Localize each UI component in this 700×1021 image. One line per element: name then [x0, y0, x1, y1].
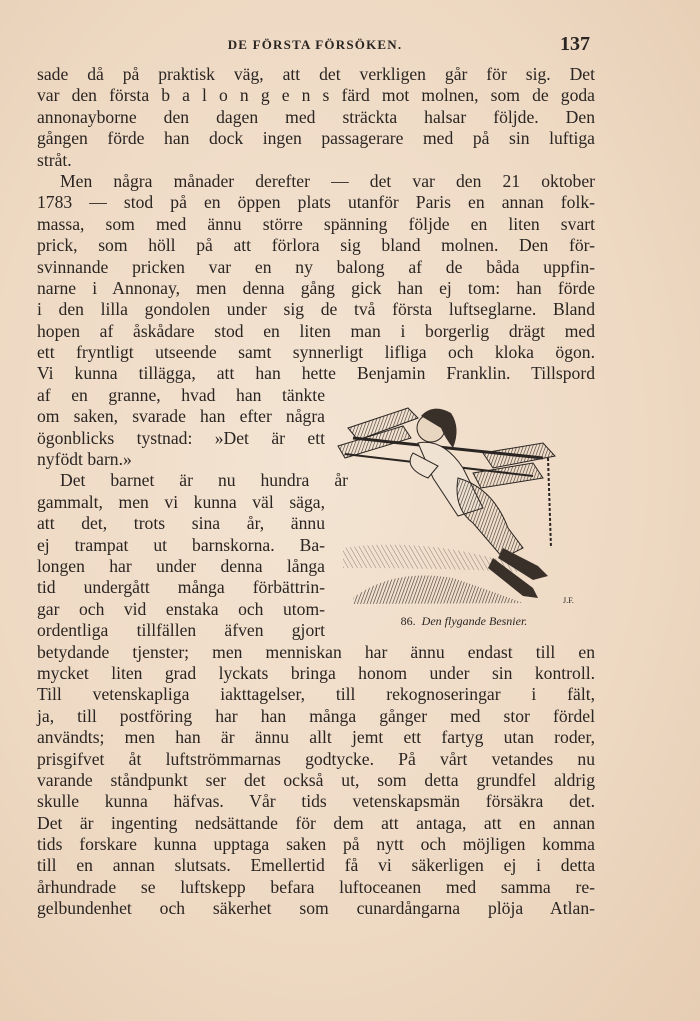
text-line: longen har under denna långa	[37, 555, 325, 576]
text-line: ordentliga tillfällen äfven gjort	[37, 620, 325, 641]
text-line: ögonblicks tystnad: »Det är ett	[37, 427, 325, 448]
text-line: gammalt, men vi kunna väl säga,	[37, 491, 325, 512]
text-line: prisgifvet åt luftströmmarnas godtycke. På vårt vetandes nu	[37, 748, 595, 769]
text-line: ej trampat ut barnskorna. Ba-	[37, 534, 325, 555]
illustration-flying-man	[333, 398, 595, 616]
text-line: prick, som höll på att förlora sig bland molnen. Den för-	[37, 235, 595, 256]
paragraph	[37, 64, 595, 171]
text-line: till en annan slutsats. Emellertid få vi säkerligen ej i detta	[37, 855, 595, 876]
text-line: massa, som med ännu större spänning följde en liten svart	[37, 213, 595, 234]
text-line: skulle kunna häfvas. Vår tids vetenskapsmän försäkra det.	[37, 791, 595, 812]
text-line: mycket liten grad lyckats bringa honom under sin kontroll.	[37, 662, 595, 683]
text-line: sade då på praktisk väg, att det verkligen går för sig. Det	[37, 64, 595, 84]
text-line: århundrade se luftskepp befara luftoceanen med samma re-	[37, 876, 595, 897]
figure-caption	[335, 614, 593, 629]
text-line: gelbundenhet och säkerhet som cunardångarna plöja Atlan-	[37, 898, 595, 919]
text-line: nyfödt barn.»	[37, 449, 132, 470]
text-line: annonayborne den dagen med sträckta halsar följde. Den	[37, 106, 595, 127]
text-line: narne i Annonay, men denna gång gick han ej tom: han förde	[37, 277, 595, 298]
text-line: 1783 — stod på en öppen plats utanför Paris en annan folk-	[37, 192, 595, 213]
flying-man-engraving	[333, 398, 595, 616]
text-line: Det barnet är nu hundra år	[60, 470, 348, 491]
engraver-signature: J.F.	[563, 596, 574, 605]
text-line: gar och vid enstaka och utom-	[37, 598, 325, 619]
text-line: Men några månader derefter — det var den 21 oktober	[60, 170, 595, 191]
text-line: ja, till postföring har han många gånger med stor fördel	[37, 705, 595, 726]
text-line: Vi kunna tillägga, att han hette Benjamin Franklin. Tillspord	[37, 363, 595, 384]
page-number: 137	[560, 33, 590, 55]
text-line: betydande tjenster; men menniskan har ännu endast till en	[37, 641, 595, 662]
text-line: tid undergått många förbättrin-	[37, 577, 325, 598]
text-line: varande ståndpunkt ser det också ut, som detta grundfel aldrig	[37, 769, 595, 790]
text-line: att det, trots sina år, ännu	[37, 513, 325, 534]
text-line: svinnande pricken var en ny balong af de båda uppfin-	[37, 256, 595, 277]
text-line: om saken, svarade han efter några	[37, 406, 325, 427]
text-line: i den lilla gondolen under sig de två första luftseglarne. Bland	[37, 299, 595, 320]
text-line: stråt.	[37, 149, 72, 170]
text-line: användts; men han är ännu allt jemt ett fartyg utan roder,	[37, 727, 595, 748]
figure-number: 86.	[400, 614, 416, 628]
text-line: Det är ingenting nedsättande för dem att antaga, att en annan	[37, 812, 595, 833]
text-line: gången förde han dock ingen passagerare med på sin luftiga	[37, 128, 595, 149]
figure-caption-text: Den flygande Besnier.	[421, 614, 528, 628]
text-line: var den första b a l o n g e n s färd mot molnen, som de goda	[37, 85, 595, 106]
text-line: hopen af åskådare stod en liten man i borgerlig drägt med	[37, 320, 595, 341]
running-title: DE FÖRSTA FÖRSÖKEN.	[227, 37, 403, 52]
text-line: Till vetenskapliga iakttagelser, till rekognoseringar i fält,	[37, 684, 595, 705]
text-line: ett fryntligt utseende samt synnerligt lifliga och kloka ögon.	[37, 342, 595, 363]
text-line: tids forskare kunna upptaga saken på nytt och möjligen komma	[37, 834, 595, 855]
text-line: af en granne, hvad han tänkte	[37, 384, 325, 405]
